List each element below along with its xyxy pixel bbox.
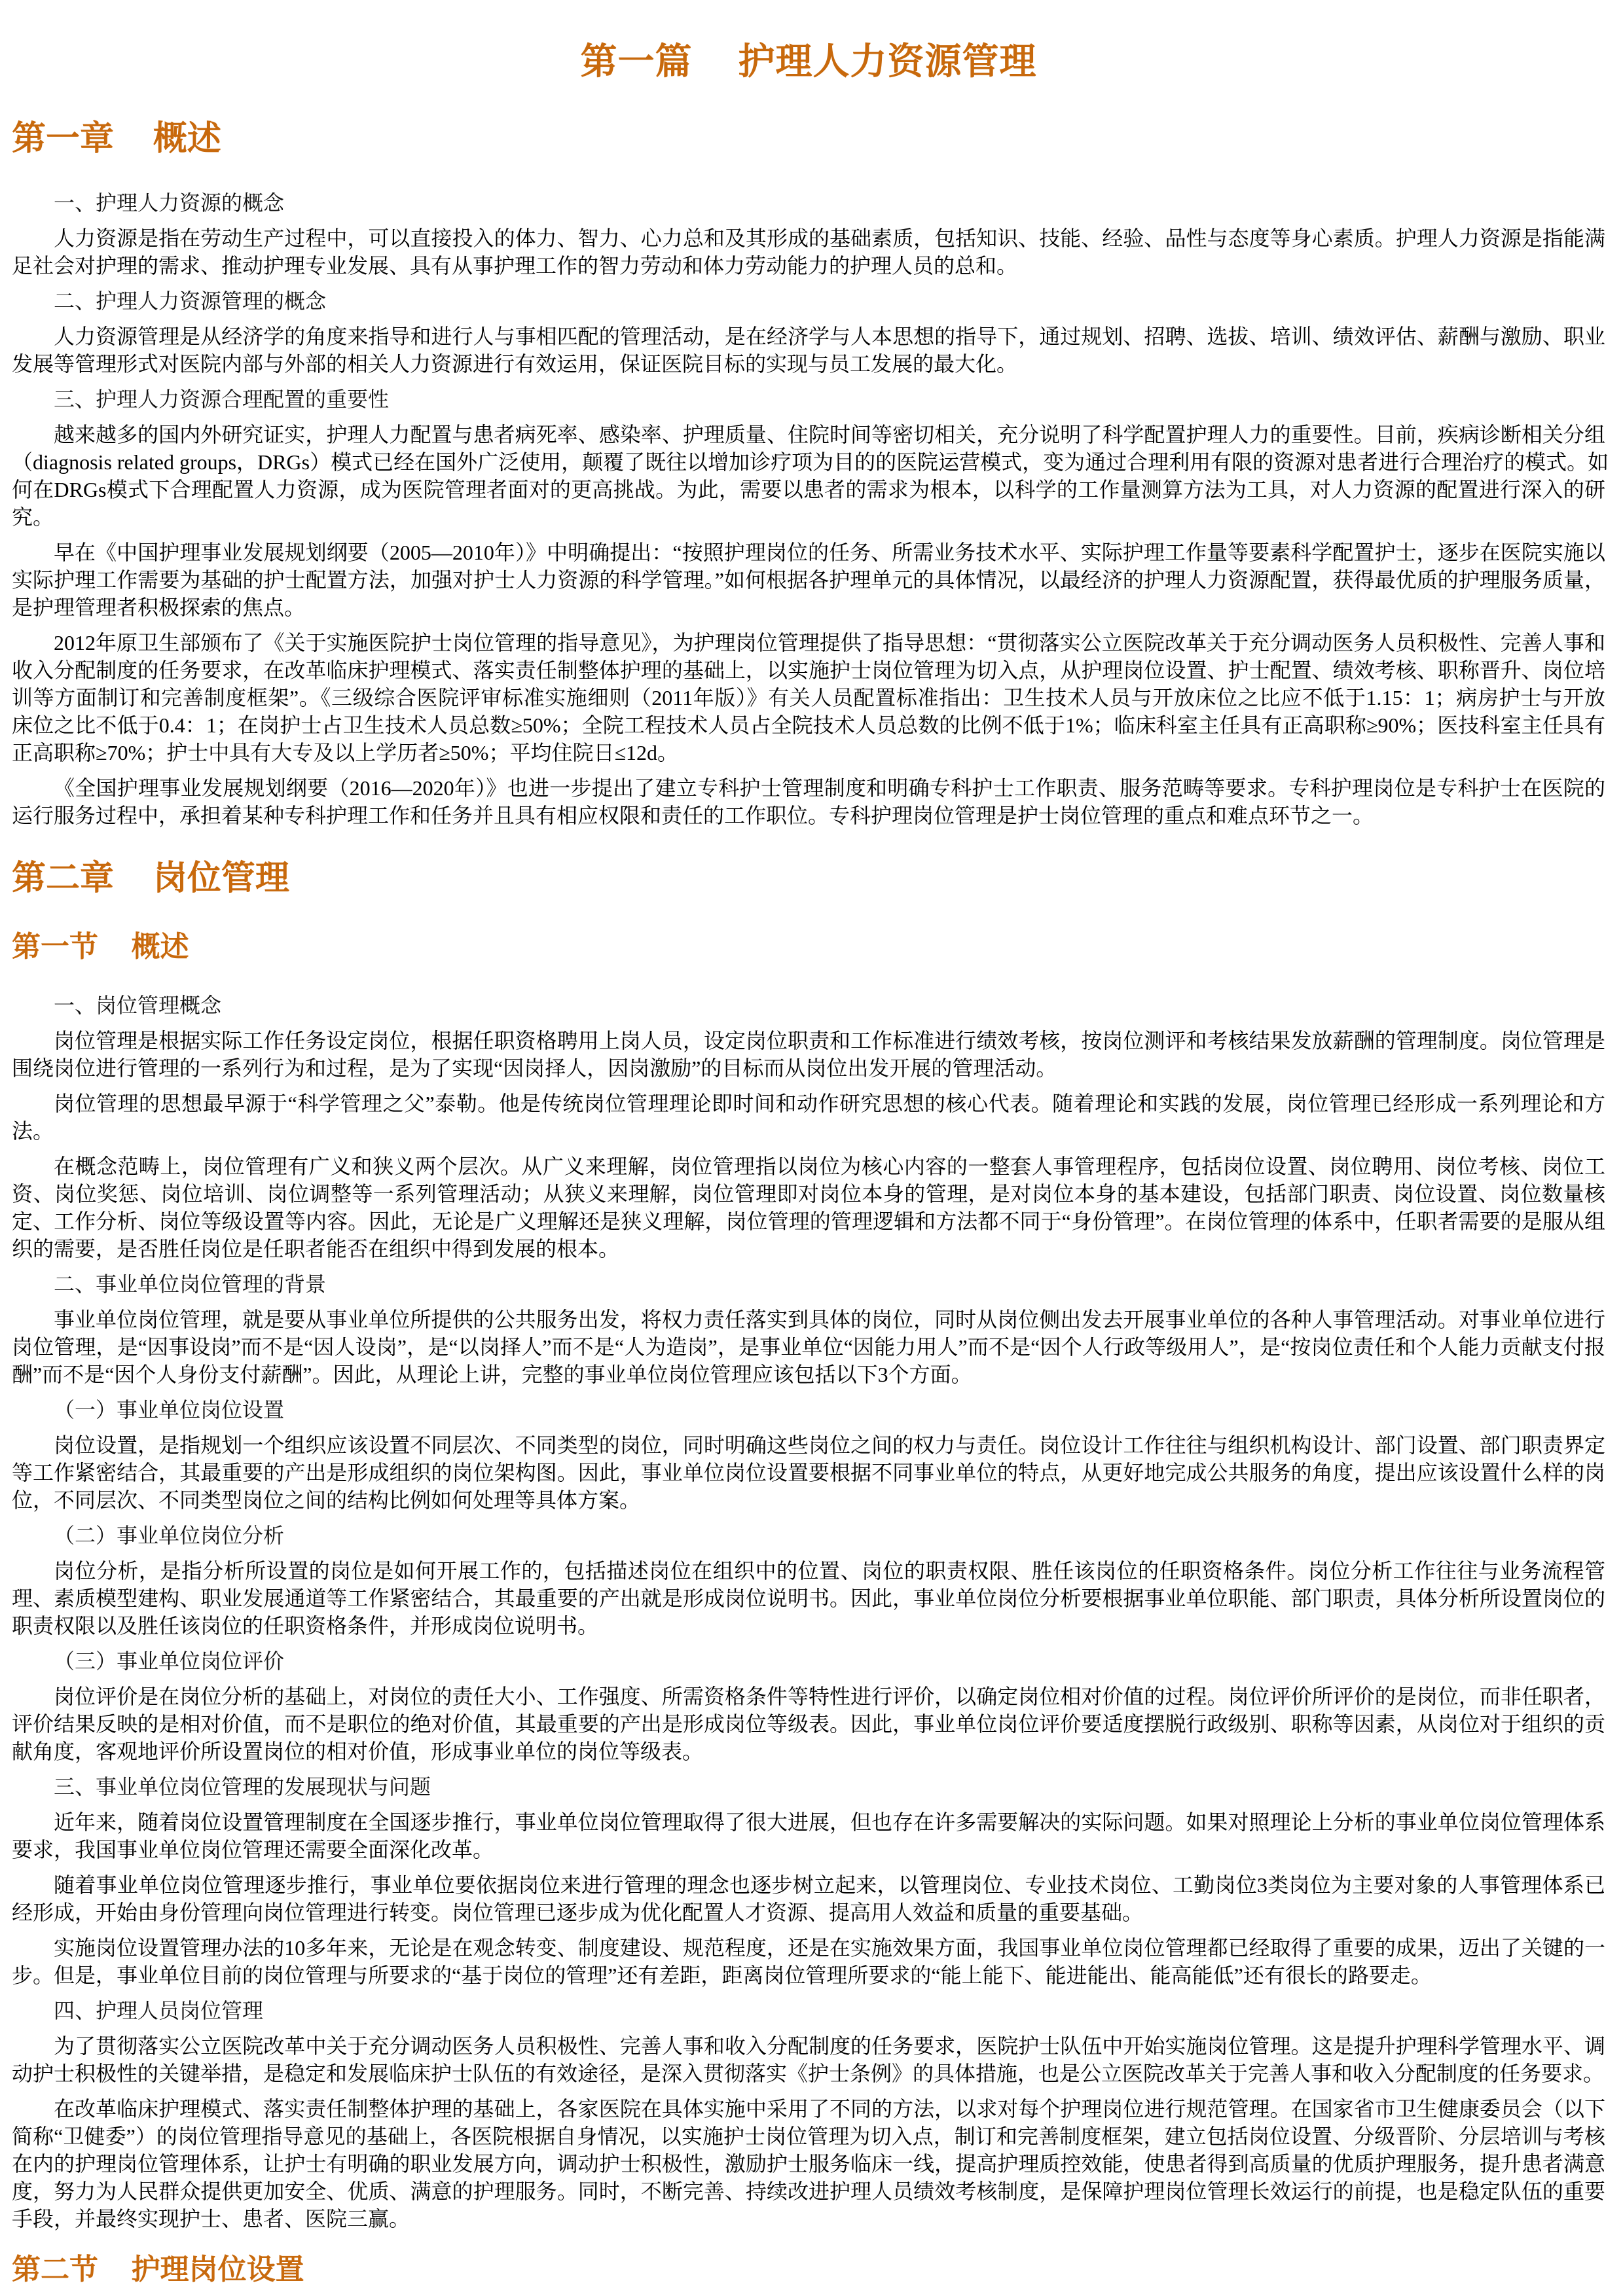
paragraph-line: 人力资源是指在劳动生产过程中，可以直接投入的体力、智力、心力总和及其形成的基础素质，包括知识、技能、经验、品性与态度等身心素质。护理人力资源是指能满 [54, 226, 1605, 250]
subsection-heading: 一、护理人力资源的概念 [54, 191, 285, 215]
paragraph-line: 位，不同层次、不同类型岗位之间的结构比例如何处理等具体方案。 [12, 1488, 641, 1512]
paragraph-line: 在概念范畴上，岗位管理有广义和狭义两个层次。从广义来理解，岗位管理指以岗位为核心内容的一整套人事管理程序，包括岗位设置、岗位聘用、岗位考核、岗位工 [54, 1155, 1605, 1178]
paragraph-line: 发展等管理形式对医院内部与外部的相关人力资源进行有效运用，保证医院目标的实现与员工发展的最大化。 [12, 352, 1018, 376]
paragraph-line: 法。 [12, 1119, 54, 1143]
section-number: 第一节 [12, 931, 98, 963]
paragraph-line: 是护理管理者积极探索的焦点。 [12, 596, 306, 619]
section-title: 概述 [131, 931, 189, 963]
paragraph-line: 岗位设置，是指规划一个组织应该设置不同层次、不同类型的岗位，同时明确这些岗位之间的权力与责任。岗位设计工作往往与组织机构设计、部门设置、部门职责界定 [54, 1433, 1605, 1457]
subsection-heading: 三、护理人力资源合理配置的重要性 [54, 387, 390, 411]
paragraph-line: 训等方面制订和完善制度框架”。《三级综合医院评审标准实施细则（2011年版）》有关人员配置标准指出：卫生技术人员与开放床位之比应不低于1.15：1；病房护士与开放 [12, 686, 1605, 709]
paragraph-line: 为了贯彻落实公立医院改革中关于充分调动医务人员积极性、完善人事和收入分配制度的任务要求，医院护士队伍中开始实施岗位管理。这是提升护理科学管理水平、调 [54, 2034, 1605, 2058]
paragraph-line: 酬”而不是“因个人身份支付薪酬”。因此，从理论上讲，完整的事业单位岗位管理应该包括以下3个方面。 [12, 1363, 972, 1386]
chapter-body [12, 189, 1609, 837]
chapter-heading [12, 116, 1605, 162]
paragraph-line: 理、素质模型建构、职业发展通道等工作紧密结合，其最重要的产出就是形成岗位说明书。因此，事业单位岗位分析要根据事业单位职能、部门职责，具体分析所设置岗位的 [12, 1587, 1605, 1610]
paragraph-line: 经形成，开始由身份管理向岗位管理进行转变。岗位管理已逐步成为优化配置人才资源、提高用人效益和质量的重要基础。 [12, 1901, 1144, 1924]
chapter-title: 概述 [153, 120, 221, 158]
paragraph [12, 421, 1609, 531]
paragraph-line: 职责权限以及胜任该岗位的任职资格条件，并形成岗位说明书。 [12, 1614, 599, 1638]
paragraph-line: 2012年原卫生部颁布了《关于实施医院护士岗位管理的指导意见》，为护理岗位管理提供了指导思想：“贯彻落实公立医院改革关于充分调动医务人员积极性、完善人事和 [54, 631, 1605, 655]
section-heading [12, 929, 1605, 965]
paragraph [12, 1027, 1605, 1082]
paragraph-line: 早在《中国护理事业发展规划纲要（2005—2010年）》中明确提出：“按照护理岗位的任务、所需业务技术水平、实际护理工作量等要素科学配置护士，逐步在医院实施以 [54, 541, 1605, 564]
paragraph-line: 等工作紧密结合，其最重要的产出是形成组织的岗位架构图。因此，事业单位岗位设置要根据不同事业单位的特点，从更好地完成公共服务的角度，提出应该设置什么样的岗 [12, 1461, 1605, 1484]
paragraph-line: 评价结果反映的是相对价值，而不是职位的绝对价值，其最重要的产出是形成岗位等级表。因此，事业单位岗位评价要适度摆脱行政级别、职称等因素，从岗位对于组织的贡 [12, 1712, 1605, 1736]
paragraph-line: 手段，并最终实现护士、患者、医院三赢。 [12, 2207, 410, 2231]
paragraph [12, 2095, 1605, 2233]
part-title [12, 39, 1605, 84]
paragraph [12, 539, 1605, 621]
subsection-heading: （二）事业单位岗位分析 [54, 1524, 285, 1547]
paragraph-line: 岗位管理的思想最早源于“科学管理之父”泰勒。他是传统岗位管理理论即时间和动作研究思想的核心代表。随着理论和实践的发展，岗位管理已经形成一系列理论和方 [54, 1092, 1605, 1115]
paragraph-line: 资、岗位奖惩、岗位培训、岗位调整等一系列管理活动；从狭义来理解，岗位管理即对岗位本身的管理，是对岗位本身的基本建设，包括部门职责、岗位设置、岗位数量核 [12, 1182, 1605, 1206]
paragraph [12, 1090, 1605, 1145]
paragraph-line: 实际护理工作需要为基础的护士配置方法，加强对护士人力资源的科学管理。”如何根据各护理单元的具体情况，以最经济的护理人力资源配置，获得最优质的护理服务质量， [12, 568, 1605, 592]
paragraph-line: 在改革临床护理模式、落实责任制整体护理的基础上，各家医院在具体实施中采用了不同的方法，以求对每个护理岗位进行规范管理。在国家省市卫生健康委员会（以下 [54, 2097, 1605, 2121]
chapter-title: 岗位管理 [153, 859, 289, 897]
subsection-heading: （三）事业单位岗位评价 [54, 1649, 285, 1673]
chapter-number: 第二章 [12, 859, 115, 897]
paragraph [12, 2032, 1605, 2087]
paragraph [12, 1871, 1605, 1926]
chapter-1 [12, 84, 1609, 837]
part-title-text: 护理人力资源管理 [738, 41, 1037, 82]
section-number: 第二节 [12, 2253, 98, 2286]
paragraph-line: 足社会对护理的需求、推动护理专业发展、具有从事护理工作的智力劳动和体力劳动能力的护理人员的总和。 [12, 254, 1018, 278]
paragraph-line: 《全国护理事业发展规划纲要（2016—2020年）》也进一步提出了建立专科护士管理制度和明确专科护士工作职责、服务范畴等要求。专科护理岗位是专科护士在医院的 [54, 776, 1605, 800]
paragraph [12, 1808, 1605, 1863]
paragraph-line: 随着事业单位岗位管理逐步推行，事业单位要依据岗位来进行管理的理念也逐步树立起来，以管理岗位、专业技术岗位、工勤岗位3类岗位为主要对象的人事管理体系已 [54, 1873, 1605, 1897]
paragraph-line: 在内的护理岗位管理体系，让护士有明确的职业发展方向，调动护士积极性，激励护士服务临床一线，提高护理质控效能，使患者得到高质量的优质护理服务，提升患者满意 [12, 2152, 1605, 2176]
paragraph-line: 岗位管理，是“因事设岗”而不是“因人设岗”，是“以岗择人”而不是“人为造岗”，是事业单位“因能力用人”而不是“因个人行政等级用人”，是“按岗位责任和个人能力贡献支付报 [12, 1335, 1605, 1359]
paragraph-line: （diagnosis related groups，DRGs）模式已经在国外广泛使用，颠覆了既往以增加诊疗项为目的的医院运营模式，变为通过合理利用有限的资源对患者进行合理治疗的模式。如 [12, 450, 1609, 474]
paragraph-line: 简称“卫健委”）的岗位管理指导意见的基础上，各医院根据自身情况，以实施护士岗位管理为切入点，制订和完善制度框架，建立包括岗位设置、分级晋阶、分层培训与考核 [12, 2125, 1605, 2148]
subsection-heading: 一、岗位管理概念 [54, 994, 222, 1017]
subsection-heading: （一）事业单位岗位设置 [54, 1398, 285, 1422]
paragraph-line: 床位之比不低于0.4：1；在岗护士占卫生技术人员总数≥50%；全院工程技术人员占全院技术人员总数的比例不低于1%；临床科室主任具有正高职称≥90%；医技科室主任具有 [12, 713, 1605, 737]
part-number: 第一篇 [580, 41, 693, 82]
paragraph-line: 岗位分析，是指分析所设置的岗位是如何开展工作的，包括描述岗位在组织中的位置、岗位的职责权限、胜任该岗位的任职资格条件。岗位分析工作往往与业务流程管 [54, 1559, 1605, 1583]
paragraph-line: 近年来，随着岗位设置管理制度在全国逐步推行，事业单位岗位管理取得了很大进展，但也存在许多需要解决的实际问题。如果对照理论上分析的事业单位岗位管理体系 [54, 1810, 1605, 1834]
paragraph [12, 1683, 1605, 1765]
paragraph-line: 越来越多的国内外研究证实，护理人力配置与患者病死率、感染率、护理质量、住院时间等密切相关，充分说明了科学配置护理人力的重要性。目前，疾病诊断相关分组 [54, 423, 1605, 446]
paragraph [12, 1153, 1605, 1263]
paragraph [12, 1934, 1605, 1989]
document-content [12, 0, 1609, 2288]
section-1 [12, 901, 1605, 2240]
paragraph-line: 围绕岗位进行管理的一系列行为和过程，是为了实现“因岗择人，因岗激励”的目标而从岗位出发开展的管理活动。 [12, 1056, 1057, 1080]
paragraph-line: 何在DRGs模式下合理配置人力资源，成为医院管理者面对的更高挑战。为此，需要以患者的需求为根本，以科学的工作量测算方法为工具，对人力资源的配置进行深入的研 [12, 478, 1605, 501]
subsection-heading: 四、护理人员岗位管理 [54, 1999, 264, 2022]
paragraph [12, 323, 1605, 378]
paragraph-line: 定、工作分析、岗位等级设置等内容。因此，无论是广义理解还是狭义理解，岗位管理的管理逻辑和方法都不同于“身份管理”。在岗位管理的体系中，任职者需要的是服从组 [12, 1210, 1605, 1233]
subsection-heading: 二、事业单位岗位管理的背景 [54, 1272, 327, 1296]
paragraph [12, 629, 1605, 766]
paragraph-line: 要求，我国事业单位岗位管理还需要全面深化改革。 [12, 1838, 494, 1861]
paragraph [12, 1557, 1605, 1640]
chapter-number: 第一章 [12, 120, 115, 158]
section-body [12, 992, 1605, 2240]
paragraph-line: 动护士积极性的关键举措，是稳定和发展临床护士队伍的有效途径，是深入贯彻落实《护士条例》的具体措施，也是公立医院改革关于完善人事和收入分配制度的任务要求。 [12, 2062, 1605, 2085]
paragraph-line: 织的需要，是否胜任岗位是任职者能否在组织中得到发展的根本。 [12, 1237, 620, 1261]
paragraph-line: 步。但是，事业单位目前的岗位管理与所要求的“基于岗位的管理”还有差距，距离岗位管理所要求的“能上能下、能进能出、能高能低”还有很长的路要走。 [12, 1964, 1432, 1987]
paragraph-line: 事业单位岗位管理，就是要从事业单位所提供的公共服务出发，将权力责任落实到具体的岗位，同时从岗位侧出发去开展事业单位的各种人事管理活动。对事业单位进行 [54, 1308, 1605, 1331]
paragraph-line: 岗位评价是在岗位分析的基础上，对岗位的责任大小、工作强度、所需资格条件等特性进行评价，以确定岗位相对价值的过程。岗位评价所评价的是岗位，而非任职者， [54, 1685, 1605, 1708]
paragraph [12, 224, 1605, 279]
section-2 [12, 2240, 1605, 2288]
chapter-2 [12, 837, 1605, 2288]
paragraph-line: 实施岗位设置管理办法的10多年来，无论是在观念转变、制度建设、规范程度，还是在实施效果方面，我国事业单位岗位管理都已经取得了重要的成果，迈出了关键的一 [54, 1936, 1605, 1960]
paragraph-line: 正高职称≥70%；护士中具有大专及以上学历者≥50%；平均住院日≤12d。 [12, 741, 679, 764]
subsection-heading: 二、护理人力资源管理的概念 [54, 289, 327, 313]
chapter-heading [12, 855, 1605, 901]
paragraph-line: 度，努力为人民群众提供更加安全、优质、满意的护理服务。同时，不断完善、持续改进护理人员绩效考核制度，是保障护理岗位管理长效运行的前提，也是稳定队伍的重要 [12, 2179, 1605, 2203]
section-heading [12, 2251, 1605, 2288]
paragraph-line: 人力资源管理是从经济学的角度来指导和进行人与事相匹配的管理活动，是在经济学与人本思想的指导下，通过规划、招聘、选拔、培训、绩效评估、薪酬与激励、职业 [54, 325, 1605, 348]
paragraph-line: 究。 [12, 505, 54, 529]
paragraph-line: 献角度，客观地评价所设置岗位的相对价值，形成事业单位的岗位等级表。 [12, 1740, 704, 1763]
paragraph-line: 运行服务过程中，承担着某种专科护理工作和任务并且具有相应权限和责任的工作职位。专科护理岗位管理是护士岗位管理的重点和难点环节之一。 [12, 804, 1374, 827]
paragraph [12, 774, 1605, 829]
paragraph-line: 收入分配制度的任务要求，在改革临床护理模式、落实责任制整体护理的基础上，以实施护士岗位管理为切入点，从护理岗位设置、护士配置、绩效考核、职称晋升、岗位培 [12, 658, 1605, 682]
subsection-heading: 三、事业单位岗位管理的发展现状与问题 [54, 1775, 431, 1799]
paragraph [12, 1431, 1605, 1514]
section-title: 护理岗位设置 [131, 2253, 304, 2286]
paragraph-line: 岗位管理是根据实际工作任务设定岗位，根据任职资格聘用上岗人员，设定岗位职责和工作标准进行绩效考核，按岗位测评和考核结果发放薪酬的管理制度。岗位管理是 [54, 1029, 1605, 1052]
paragraph [12, 1306, 1605, 1388]
